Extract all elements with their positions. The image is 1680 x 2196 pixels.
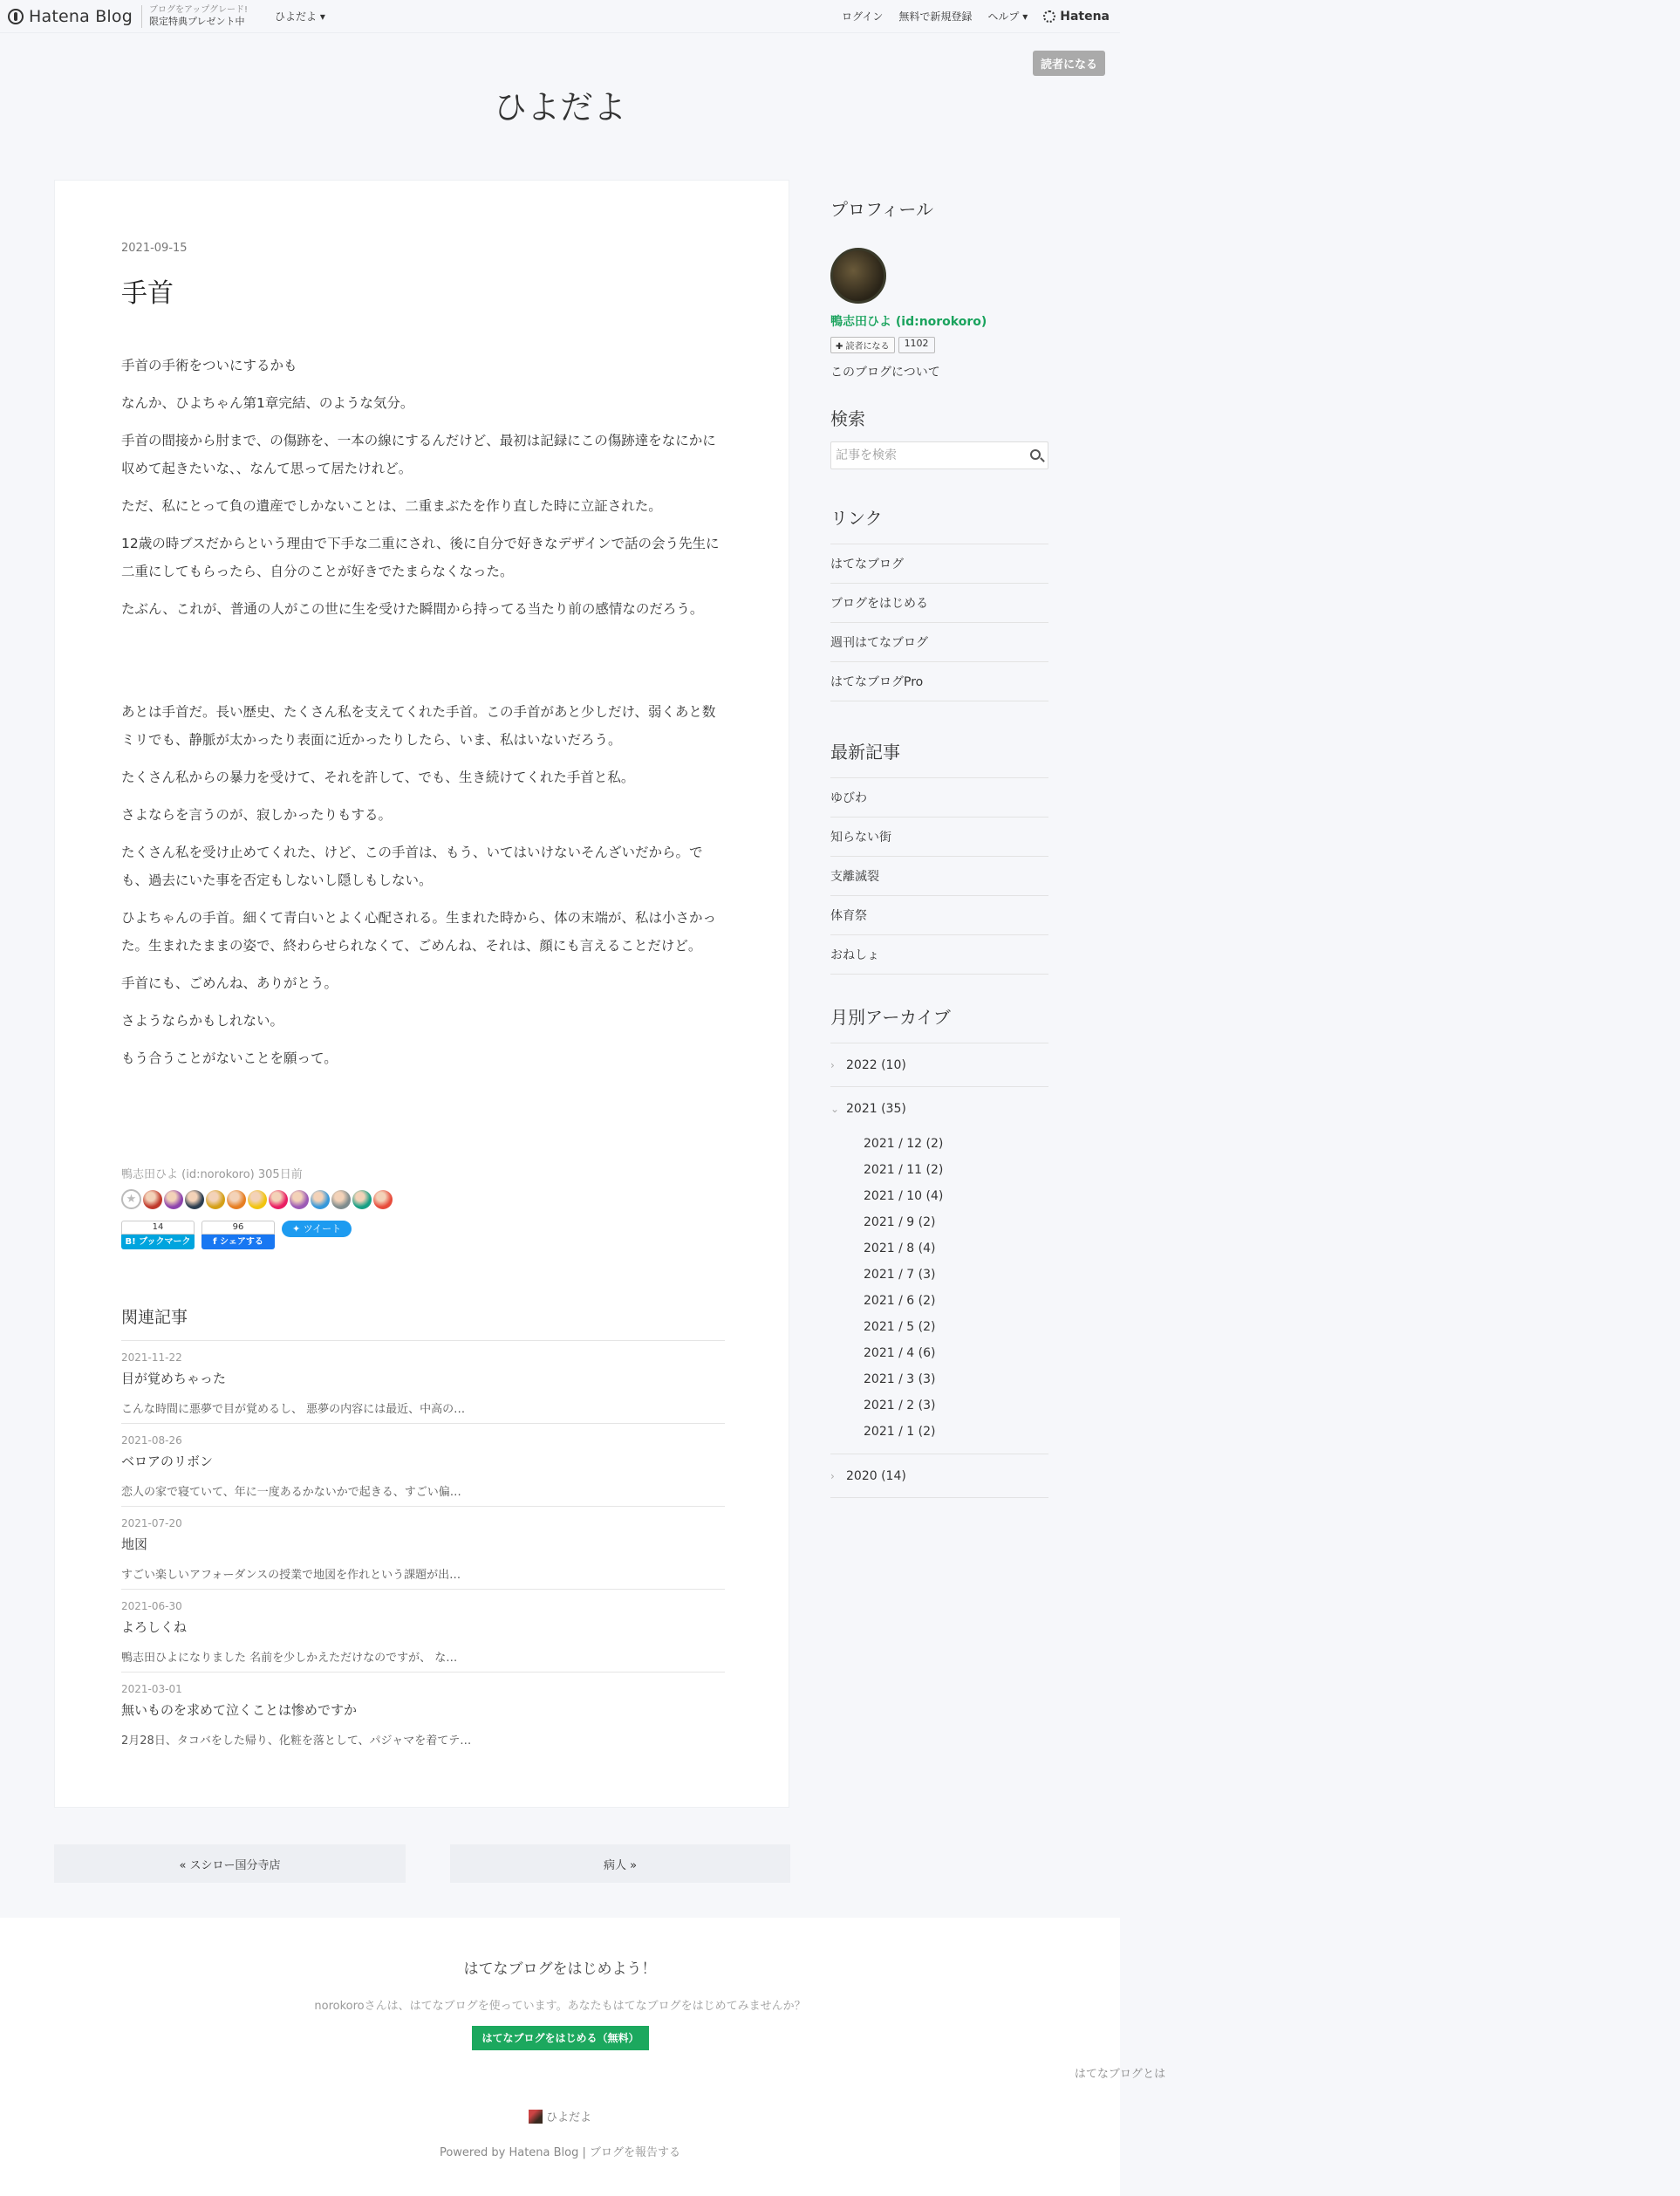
links-heading: リンク — [830, 508, 883, 529]
blog-title[interactable]: ひよだよ — [493, 88, 626, 127]
archive-month-link[interactable]: 2021 / 7 (3) — [864, 1268, 936, 1282]
facebook-share[interactable] — [201, 1221, 275, 1249]
star-user-avatar[interactable] — [164, 1190, 183, 1209]
hatena-logo-link[interactable] — [1043, 10, 1110, 24]
chevron-down-icon: ⌄ — [830, 1103, 840, 1115]
powered-by[interactable]: Powered by Hatena Blog | ブログを報告する — [439, 2146, 681, 2159]
article-paragraph: 手首の間接から肘まで、の傷跡を、一本の線にするんだけど、最初は記録にこの傷跡達をなにかに収めて起きたいな、、なんて思って居たけれど。 — [121, 433, 716, 476]
tweet-label: ツイート — [303, 1223, 342, 1235]
article-paragraph: さようならかもしれない。 — [121, 1013, 284, 1029]
pager-next-link[interactable]: 病人 » — [450, 1844, 790, 1883]
article-paragraph: あとは手首だ。長い歴史、たくさん私を支えてくれた手首。この手首があと少しだけ、弱くあと数ミリでも、静脈が太かったり表面に近かったりしたら、いま、私はいないだろう。 — [121, 704, 716, 748]
archive-month-link[interactable]: 2021 / 3 (3) — [864, 1372, 936, 1386]
sidebar-link[interactable]: ブログをはじめる — [830, 584, 1048, 623]
help-dropdown[interactable]: ヘルプ ▾ — [987, 10, 1028, 23]
archive-month-link[interactable]: 2021 / 4 (6) — [864, 1346, 936, 1360]
star-user-avatar[interactable] — [373, 1190, 393, 1209]
archive-month-link[interactable]: 2021 / 11 (2) — [864, 1163, 944, 1177]
article-paragraph: ひよちゃんの手首。細くて青白いとよく心配される。生まれた時から、体の末端が、私は小さかった。生まれたままの姿で、終わらせられなくて、ごめんね、それは、顔にも言えることだけど。 — [121, 910, 717, 954]
star-user-avatar[interactable] — [206, 1190, 225, 1209]
archive-month-link[interactable]: 2021 / 5 (2) — [864, 1320, 936, 1334]
related-date: 2021-03-01 — [121, 1683, 182, 1695]
search-input[interactable] — [831, 442, 1014, 469]
article-byline[interactable]: 鴨志田ひよ (id:norokoro) 305日前 — [121, 1168, 303, 1181]
recent-post-link[interactable]: 体育祭 — [830, 896, 1048, 935]
star-user-avatar[interactable] — [143, 1190, 162, 1209]
related-title[interactable]: 無いものを求めて泣くことは惨めですか — [121, 1702, 358, 1718]
star-user-avatar[interactable] — [227, 1190, 246, 1209]
blog-icon — [529, 2110, 543, 2124]
promo-line-1: ブログをアップグレード! — [149, 5, 249, 15]
article-paragraph: 手首にも、ごめんね、ありがとう。 — [121, 975, 338, 991]
related-heading: 関連記事 — [121, 1304, 725, 1341]
paragraph-spacer — [121, 633, 727, 698]
pager-prev-link[interactable]: « スシロー国分寺店 — [54, 1844, 406, 1883]
related-item[interactable] — [121, 1341, 725, 1424]
chevron-right-icon: › — [830, 1469, 835, 1482]
archive-year-2021[interactable] — [830, 1087, 1048, 1131]
facebook-icon: f — [213, 1237, 221, 1247]
related-title[interactable]: よろしくね — [121, 1619, 188, 1635]
star-user-avatar[interactable] — [331, 1190, 351, 1209]
facebook-share-label: シェアする — [220, 1237, 263, 1247]
promo-line-2: 限定特典プレゼント中 — [149, 16, 245, 27]
facebook-share-button[interactable] — [201, 1235, 275, 1249]
star-user-avatar[interactable] — [185, 1190, 204, 1209]
article-date[interactable]: 2021-09-15 — [121, 242, 188, 255]
search-section — [830, 405, 1048, 430]
profile-buttons — [830, 337, 935, 353]
tweet-button[interactable] — [282, 1221, 352, 1237]
archive-month-link[interactable]: 2021 / 8 (4) — [864, 1242, 936, 1255]
sidebar-link[interactable]: はてなブログPro — [830, 662, 1048, 701]
related-snippet: すごい楽しいアフォーダンスの授業で地図を作れという課題が出… — [121, 1569, 461, 1582]
signup-link[interactable]: 無料で新規登録 — [898, 10, 973, 23]
article-paragraph: たくさん私からの暴力を受けて、それを許して、でも、生き続けてくれた手首と私。 — [121, 770, 635, 785]
archive-list — [830, 1043, 1048, 1498]
archive-year-label: 2022 (10) — [846, 1057, 906, 1072]
related-title[interactable]: 地図 — [121, 1536, 148, 1552]
article-paragraph: さよならを言うのが、寂しかったりもする。 — [121, 807, 393, 823]
hatena-logo-text: Hatena — [1060, 9, 1110, 24]
star-add-icon[interactable]: ★ — [121, 1189, 141, 1209]
archive-month-link[interactable]: 2021 / 12 (2) — [864, 1137, 944, 1151]
global-header — [0, 0, 1120, 33]
upgrade-promo-link[interactable] — [149, 4, 248, 27]
related-articles — [121, 1304, 725, 1755]
hatena-dots-icon — [1043, 10, 1055, 23]
related-snippet: こんな時間に悪夢で目が覚めるし、 悪夢の内容には最近、中高の… — [121, 1403, 466, 1416]
archive-year-2020[interactable] — [830, 1454, 1048, 1498]
article-paragraph: ただ、私にとって負の遺産でしかないことは、二重まぶたを作り直した時に立証された。 — [121, 498, 662, 514]
archive-month-link[interactable]: 2021 / 6 (2) — [864, 1294, 936, 1308]
footer — [0, 1918, 1166, 2196]
about-blog-link[interactable]: このブログについて — [830, 366, 940, 380]
related-item[interactable] — [121, 1424, 725, 1507]
hatebu-count: 14 — [121, 1221, 195, 1235]
search-heading: 検索 — [830, 408, 865, 429]
search-box — [830, 441, 1048, 469]
archive-month-link[interactable]: 2021 / 1 (2) — [864, 1425, 936, 1439]
avatar[interactable] — [830, 248, 886, 304]
related-item[interactable] — [121, 1673, 725, 1755]
archive-month-link[interactable]: 2021 / 2 (3) — [864, 1399, 936, 1413]
logo-text: Hatena Blog — [29, 7, 133, 26]
share-buttons — [121, 1221, 352, 1249]
sidebar-link[interactable]: はてなブログ — [830, 544, 1048, 584]
related-item[interactable] — [121, 1507, 725, 1590]
related-date: 2021-08-26 — [121, 1434, 182, 1447]
footer-description: norokoroさんは、はてなブログを使っています。あなたもはてなブログをはじめてみませんか？ — [314, 2000, 806, 2013]
chevron-right-icon: › — [830, 1058, 835, 1071]
recent-post-link[interactable]: 知らない街 — [830, 818, 1048, 857]
subscriber-count[interactable]: 1102 — [898, 337, 935, 353]
footer-blog-name: ひよだよ — [545, 2111, 591, 2124]
hatena-blog-logo-icon — [8, 9, 24, 24]
search-icon[interactable] — [1030, 449, 1041, 460]
sidebar-link[interactable]: 週刊はてなブログ — [830, 623, 1048, 662]
hatena-blog-logo[interactable] — [8, 5, 133, 28]
archive-month-link[interactable]: 2021 / 10 (4) — [864, 1189, 944, 1203]
article-paragraph: たぶん、これが、普通の人がこの世に生を受けた瞬間から持ってる当たり前の感情なのだろう。 — [121, 601, 704, 617]
related-title[interactable]: ベロアのリボン — [121, 1454, 214, 1469]
about-hatena-blog-link[interactable]: はてなブログとは — [1074, 2068, 1166, 2081]
recent-post-link[interactable]: ゆびわ — [830, 778, 1048, 818]
archive-year-label: 2021 (35) — [846, 1102, 906, 1116]
related-date: 2021-06-30 — [121, 1600, 182, 1612]
article-paragraph: 手首の手術をついにするかも — [121, 358, 297, 373]
recent-posts-section — [830, 738, 1048, 975]
login-link[interactable]: ログイン — [841, 10, 884, 23]
article-card — [54, 180, 789, 1808]
header-divider — [141, 5, 142, 28]
star-user-avatar[interactable] — [269, 1190, 288, 1209]
related-snippet: 恋人の家で寝ていて、年に一度あるかないかで起きる、すごい偏… — [121, 1486, 461, 1499]
archive-year-2022[interactable] — [830, 1043, 1048, 1087]
twitter-bird-icon: ✦ — [292, 1223, 304, 1235]
related-date: 2021-11-22 — [121, 1351, 182, 1364]
footer-blog-link[interactable] — [0, 2108, 1120, 2124]
sidebar-subscribe-button[interactable]: ✚ 読者になる — [830, 337, 895, 353]
blog-menu-dropdown[interactable]: ひよだよ ▾ — [275, 10, 325, 23]
archive-heading: 月別アーカイブ — [830, 1007, 951, 1028]
related-item[interactable] — [121, 1590, 725, 1673]
hatebu-share[interactable] — [121, 1221, 195, 1249]
archive-section — [830, 1003, 1048, 1498]
star-user-avatar[interactable] — [352, 1190, 372, 1209]
recent-post-link[interactable]: おねしょ — [830, 935, 1048, 975]
profile-name-link[interactable]: 鴨志田ひよ (id:norokoro) — [830, 315, 987, 329]
star-user-avatar[interactable] — [290, 1190, 309, 1209]
facebook-count: 96 — [201, 1221, 275, 1235]
recent-post-link[interactable]: 支離滅裂 — [830, 857, 1048, 896]
archive-year-2021-group — [830, 1087, 1048, 1454]
archive-year-label: 2020 (14) — [846, 1468, 906, 1483]
article-paragraph: 12歳の時ブスだからという理由で下手な二重にされ、後に自分で好きなデザインで話の会う先生に二重にしてもらったら、自分のことが好きでたまらなくなった。 — [121, 536, 720, 579]
article-paragraph: なんか、ひよちゃん第1章完結、のような気分。 — [121, 395, 414, 411]
profile-section — [830, 195, 1048, 380]
related-snippet: 2月28日、タコバをした帰り、化粧を落として、パジャマを着てテ… — [121, 1734, 472, 1748]
profile-heading: プロフィール — [830, 199, 933, 220]
header-right-menu — [826, 9, 1110, 24]
links-section — [830, 504, 1048, 701]
article-paragraph: もう合うことがないことを願って。 — [121, 1050, 338, 1066]
star-user-avatar[interactable] — [248, 1190, 267, 1209]
footer-title: はてなブログをはじめよう！ — [463, 1960, 657, 1978]
article-paragraph: たくさん私を受け止めてくれた、けど、この手首は、もう、いてはいけないそんざいだから。でも、過去にいた事を否定もしないし隠しもしない。 — [121, 845, 703, 888]
hatena-star-list — [121, 1189, 393, 1209]
related-title[interactable]: 目が覚めちゃった — [121, 1371, 227, 1386]
star-user-avatar[interactable] — [311, 1190, 330, 1209]
archive-month-link[interactable]: 2021 / 9 (2) — [864, 1215, 936, 1229]
recent-heading: 最新記事 — [830, 742, 900, 763]
subscribe-button[interactable]: 読者になる — [1033, 51, 1105, 76]
start-blog-button[interactable]: はてなブログをはじめる（無料） — [472, 2026, 649, 2050]
article-body — [121, 352, 727, 1082]
related-snippet: 鴨志田ひよになりました 名前を少しかえただけなのですが、 な… — [121, 1652, 458, 1665]
related-date: 2021-07-20 — [121, 1517, 182, 1529]
hatebu-button[interactable]: B! ブックマーク — [121, 1235, 195, 1249]
article-title[interactable]: 手首 — [121, 278, 174, 309]
